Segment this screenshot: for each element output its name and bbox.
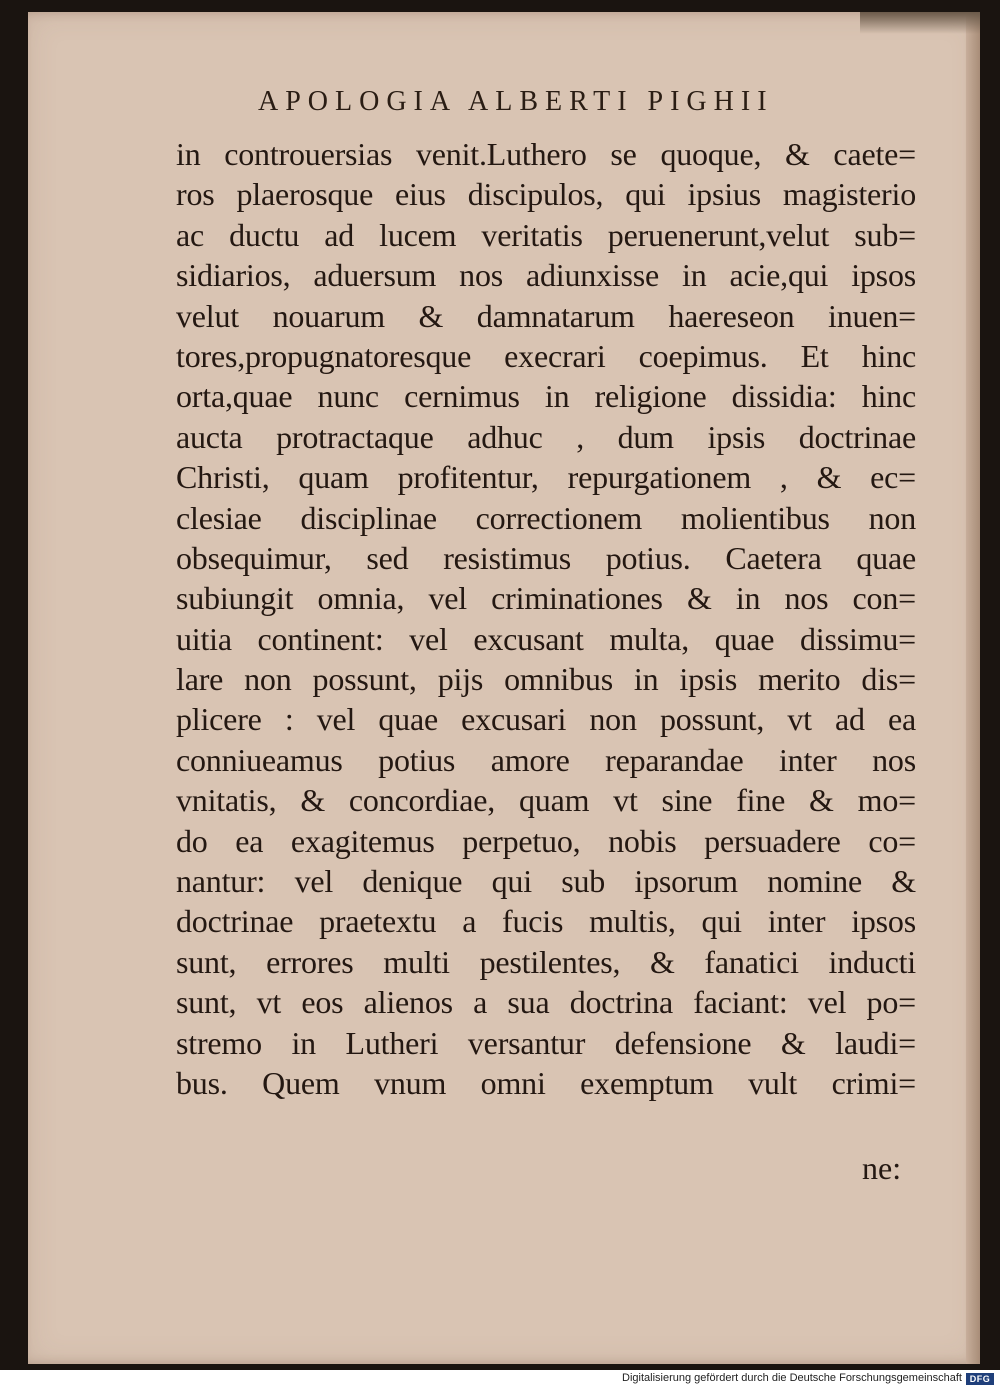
- text-line: ros plaerosque eius discipulos, qui ipsius magisterio: [176, 176, 916, 213]
- text-line: uitia continent: vel excusant multa, quae dissimu=: [176, 620, 916, 657]
- text-line: tores,propugnatoresque execrari coepimus. Et hinc: [176, 337, 916, 374]
- running-head: APOLOGIA ALBERTI PIGHII: [258, 86, 774, 117]
- page-corner-shadow: [860, 12, 980, 34]
- text-line: plicere : vel quae excusari non possunt, vt ad ea: [176, 701, 916, 738]
- text-line: Christi, quam profitentur, repurgationem , & ec=: [176, 459, 916, 496]
- text-line: sunt, errores multi pestilentes, & fanatici inducti: [176, 943, 916, 980]
- text-line: in controuersias venit.Luthero se quoque, & caete=: [176, 136, 916, 172]
- text-line: velut nouarum & damnatarum haereseon inuen=: [176, 297, 916, 334]
- text-line: doctrinae praetextu a fucis multis, qui inter ipsos: [176, 903, 916, 940]
- dfg-logo-icon: DFG: [966, 1373, 994, 1385]
- text-line: do ea exagitemus perpetuo, nobis persuadere co=: [176, 822, 916, 859]
- body-text: [176, 134, 916, 1103]
- text-line: orta,quae nunc cernimus in religione dissidia: hinc: [176, 378, 916, 415]
- text-line: obsequimur, sed resistimus potius. Caetera quae: [176, 539, 916, 576]
- text-line: aucta protractaque adhuc , dum ipsis doctrinae: [176, 418, 916, 455]
- text-line: ac ductu ad lucem veritatis peruenerunt,velut sub=: [176, 216, 916, 253]
- text-line: nantur: vel denique qui sub ipsorum nomine &: [176, 863, 916, 900]
- text-line: sunt, vt eos alienos a sua doctrina faciant: vel po=: [176, 984, 916, 1021]
- funding-credit: Digitalisierung gefördert durch die Deutsche Forschungsgemeinschaft: [622, 1372, 962, 1384]
- text-line: vnitatis, & concordiae, quam vt sine fine & mo=: [176, 782, 916, 819]
- text-line: stremo in Lutheri versantur defensione & laudi=: [176, 1024, 916, 1061]
- text-line: clesiae disciplinae correctionem molientibus non: [176, 499, 916, 536]
- text-line: lare non possunt, pijs omnibus in ipsis merito dis=: [176, 661, 916, 698]
- text-line: bus. Quem vnum omni exemptum vult crimi=: [176, 1064, 916, 1101]
- text-line: subiungit omnia, vel criminationes & in nos con=: [176, 580, 916, 617]
- page-edge: [966, 12, 980, 1364]
- text-line: conniueamus potius amore reparandae inter nos: [176, 741, 916, 778]
- footer-bar: [0, 1370, 1000, 1389]
- catchword: ne:: [862, 1150, 902, 1186]
- text-line: sidiarios, aduersum nos adiunxisse in acie,qui ipsos: [176, 257, 916, 294]
